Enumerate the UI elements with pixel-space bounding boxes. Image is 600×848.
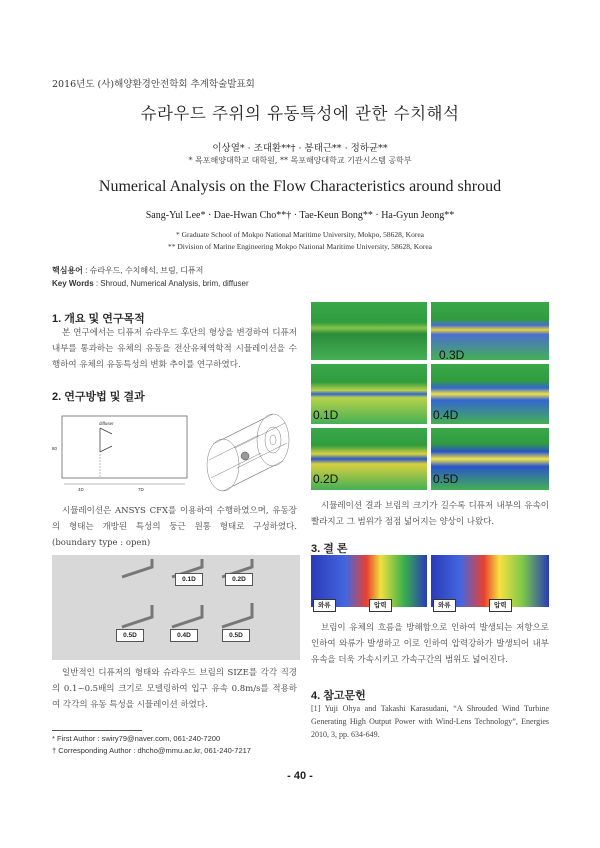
tag-pressure-1: 압력 bbox=[369, 599, 392, 612]
section-1-text: 본 연구에서는 디퓨저 슈라우드 후단의 형상을 변경하여 디퓨저 내부를 통과하는 유체의 유동을 전산유체역학적 시뮬레이션을 수행하여 유체의 유동특성의 변화 추이를 연구하였다. bbox=[52, 328, 297, 370]
section-2-text-2: 일반적인 디퓨저의 형태와 슈라우드 브림의 SIZE를 각각 직경의 0.1~0.5배의 크기로 모델링하여 입구 유속 0.8m/s를 적용하여 각각의 유동 특성을 시뮬레이션 하였다. bbox=[52, 668, 297, 710]
section-2-text-1: 시뮬레이션은 ANSYS CFX를 이용하여 수행하였으며, 유동장의 형태는 개방된 특성의 둥근 원통 형태로 구성하였다.(boundary type : open) bbox=[52, 506, 297, 548]
korean-affiliations: * 목포해양대학교 대학원, ** 목포해양대학교 기관시스템 공학부 bbox=[188, 156, 412, 165]
dim-80-label: 80 bbox=[52, 446, 58, 451]
tag-vortex-2: 와류 bbox=[433, 599, 456, 612]
diffuser-label: diffuser bbox=[99, 421, 114, 426]
section-3-heading: 3. 결 론 bbox=[311, 543, 348, 555]
brim-label-05: 0.5D bbox=[222, 629, 250, 642]
footnote-corresponding: † Corresponding Author : dhcho@mmu.ac.kr, 061-240-7217 bbox=[52, 746, 251, 755]
brim-shapes-figure bbox=[52, 555, 300, 660]
cfd-panel-3: 0.1D bbox=[311, 364, 427, 424]
conference-header: 2016년도 (사)해양환경안전학회 추계학술발표회 bbox=[52, 79, 255, 90]
english-affiliation-1: * Graduate School of Mokpo National Maritime University, Mokpo, 58628, Korea bbox=[175, 230, 424, 239]
korean-title: 슈라우드 주위의 유동특성에 관한 수치해석 bbox=[140, 104, 460, 123]
conclusion-figure bbox=[311, 555, 549, 615]
cfd-results-figure bbox=[311, 302, 549, 492]
reference-1: [1] Yuji Ohya and Takashi Karasudani, “A Shrouded Wind Turbine Generating High Output Power with Wind-Lens Technology”, Energies 2010, 3, pp. 634-649. bbox=[311, 704, 549, 739]
brim-label-05a: 0.5D bbox=[116, 629, 144, 642]
footnote-first-author: * First Author : swiry79@naver.com, 061-240-7200 bbox=[52, 734, 221, 743]
section-1-heading: 1. 개요 및 연구목적 bbox=[52, 313, 145, 325]
brim-label-01: 0.1D bbox=[175, 573, 203, 586]
keywords-korean: 핵심용어 : 슈라우드, 수치해석, 브림, 디퓨저 bbox=[52, 266, 204, 275]
english-title: Numerical Analysis on the Flow Characteristics around shroud bbox=[98, 178, 502, 195]
brim-label-04: 0.4D bbox=[170, 629, 198, 642]
cfd-panel-2: 0.3D bbox=[431, 302, 549, 360]
dim-7d-label: 7D bbox=[138, 487, 144, 492]
section-4-heading: 4. 참고문헌 bbox=[311, 690, 366, 702]
cfd-panel-5: 0.2D bbox=[311, 428, 427, 490]
domain-sketch-figure bbox=[52, 410, 192, 496]
footnote-divider bbox=[52, 730, 142, 731]
cfd-panel-4: 0.4D bbox=[431, 364, 549, 424]
cfd-panel-1 bbox=[311, 302, 427, 360]
brim-label-02: 0.2D bbox=[225, 573, 253, 586]
english-authors: Sang-Yul Lee* · Dae-Hwan Cho**† · Tae-Keun Bong** · Ha-Gyun Jeong** bbox=[145, 210, 455, 221]
page-number: - 40 - bbox=[287, 770, 313, 782]
tag-vortex-1: 와류 bbox=[313, 599, 336, 612]
cfd-result-text: 시뮬레이션 결과 브림의 크기가 길수록 디퓨저 내부의 유속이 빨라지고 그 범위가 점점 넓어지는 양상이 나왔다. bbox=[311, 501, 549, 527]
keywords-english: Key Words : Shroud, Numerical Analysis, brim, diffuser bbox=[52, 279, 249, 288]
cfd-panel-6: 0.5D bbox=[431, 428, 549, 490]
section-3-text: 브림이 유체의 흐름을 방해함으로 인하여 발생되는 저항으로 인하여 와류가 발생하고 이로 인하여 압력강하가 발생되어 내부유속을 더욱 가속시키고 가속구간의 범위도 넓어진다. bbox=[311, 623, 549, 665]
section-2-heading: 2. 연구방법 및 결과 bbox=[52, 391, 145, 403]
dim-4d-label: 4D bbox=[78, 487, 84, 492]
korean-authors: 이상열* · 조대환**† · 봉태근** · 정하균** bbox=[212, 143, 388, 154]
english-affiliation-2: ** Division of Marine Engineering Mokpo National Maritime University, 58628, Korea bbox=[167, 242, 433, 251]
tag-pressure-2: 압력 bbox=[489, 599, 512, 612]
mesh-cylinder-figure bbox=[195, 410, 300, 496]
